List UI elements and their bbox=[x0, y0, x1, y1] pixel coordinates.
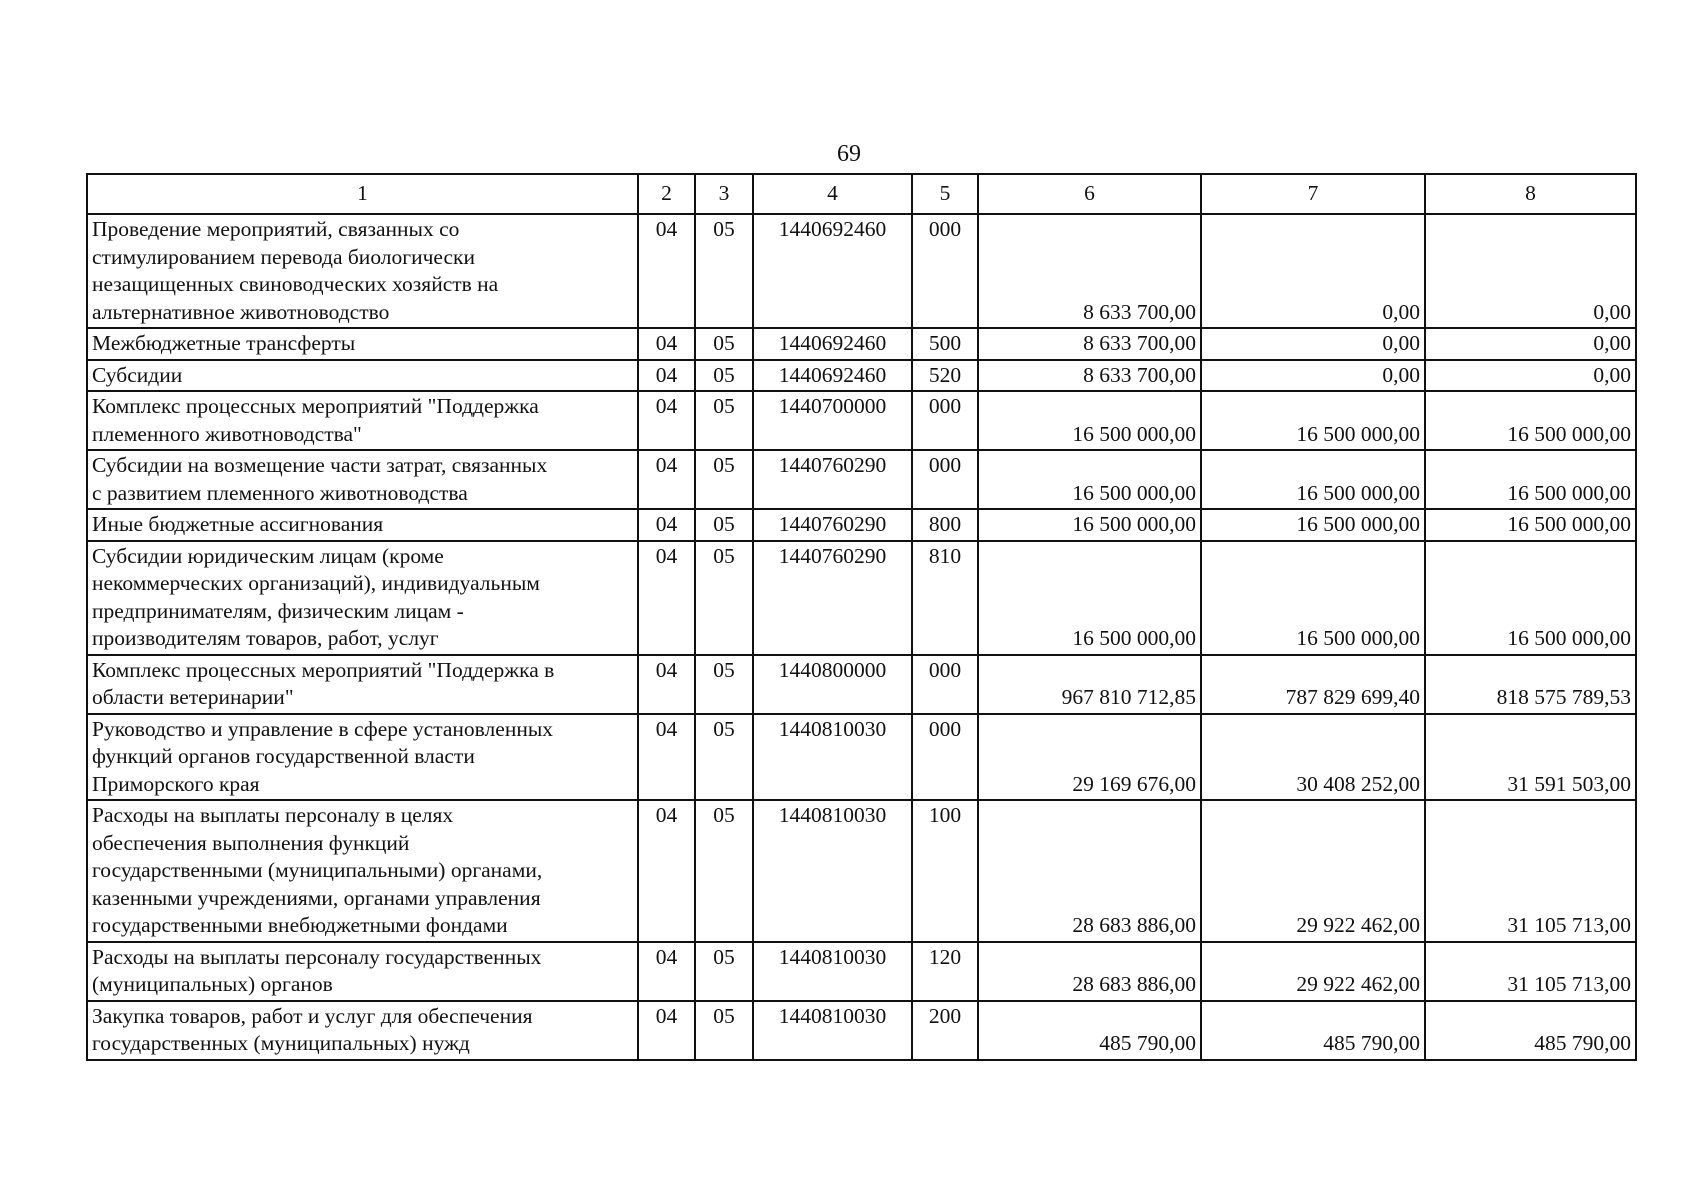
row-name-line: области ветеринарии" bbox=[92, 685, 294, 709]
subsection-code-cell: 05 bbox=[695, 1001, 753, 1060]
target-article-cell: 1440692460 bbox=[753, 214, 912, 328]
amount-cell: 31 105 713,00 bbox=[1425, 800, 1636, 942]
subsection-code-cell: 05 bbox=[695, 328, 753, 360]
table-row bbox=[87, 800, 1636, 942]
row-name-line: Расходы на выплаты персоналу в целях bbox=[92, 803, 454, 827]
amount-cell: 0,00 bbox=[1425, 328, 1636, 360]
amount-cell: 0,00 bbox=[1425, 214, 1636, 328]
page-number: 69 bbox=[837, 141, 861, 167]
section-code-cell: 04 bbox=[638, 391, 695, 450]
budget-table bbox=[86, 173, 1637, 1061]
header-cell: 6 bbox=[978, 174, 1201, 214]
amount-cell: 485 790,00 bbox=[978, 1001, 1201, 1060]
expense-type-cell: 000 bbox=[912, 714, 978, 801]
header-cell: 7 bbox=[1201, 174, 1425, 214]
subsection-code-cell: 05 bbox=[695, 714, 753, 801]
row-name-line: Межбюджетные трансферты bbox=[92, 331, 356, 355]
table-row bbox=[87, 450, 1636, 509]
row-name-line: Закупка товаров, работ и услуг для обеспечения bbox=[92, 1003, 533, 1028]
amount-cell: 28 683 886,00 bbox=[978, 942, 1201, 1001]
expense-type-cell: 810 bbox=[912, 541, 978, 655]
row-name-cell bbox=[87, 942, 638, 1001]
expense-type-cell: 000 bbox=[912, 655, 978, 714]
amount-cell: 0,00 bbox=[1201, 214, 1425, 328]
row-name-cell bbox=[87, 541, 638, 655]
amount-cell: 29 169 676,00 bbox=[978, 714, 1201, 801]
row-name-line: Субсидии bbox=[92, 362, 183, 387]
amount-cell: 16 500 000,00 bbox=[978, 509, 1201, 541]
table-row bbox=[87, 509, 1636, 541]
section-code-cell: 04 bbox=[638, 800, 695, 942]
amount-cell: 16 500 000,00 bbox=[1201, 450, 1425, 509]
section-code-cell: 04 bbox=[638, 509, 695, 541]
target-article-cell: 1440760290 bbox=[753, 450, 912, 509]
subsection-code-cell: 05 bbox=[695, 391, 753, 450]
amount-cell: 16 500 000,00 bbox=[1425, 391, 1636, 450]
row-name-line: Комплекс процессных мероприятий "Поддержка bbox=[92, 394, 539, 418]
table-row bbox=[87, 360, 1636, 392]
subsection-code-cell: 05 bbox=[695, 214, 753, 328]
table-row bbox=[87, 1001, 1636, 1060]
amount-cell: 8 633 700,00 bbox=[978, 360, 1201, 392]
section-code-cell: 04 bbox=[638, 655, 695, 714]
header-cell: 4 bbox=[753, 174, 912, 214]
target-article-cell: 1440810030 bbox=[753, 800, 912, 942]
expense-type-cell: 500 bbox=[912, 328, 978, 360]
table-row bbox=[87, 391, 1636, 450]
subsection-code-cell: 05 bbox=[695, 655, 753, 714]
table-row bbox=[87, 541, 1636, 655]
section-code-cell: 04 bbox=[638, 328, 695, 360]
amount-cell: 16 500 000,00 bbox=[978, 541, 1201, 655]
target-article-cell: 1440692460 bbox=[753, 328, 912, 360]
subsection-code-cell: 05 bbox=[695, 541, 753, 655]
amount-cell: 16 500 000,00 bbox=[1425, 450, 1636, 509]
row-name-line: государственными внебюджетными фондами bbox=[92, 913, 508, 937]
row-name-line: функций органов государственной власти bbox=[92, 744, 475, 768]
target-article-cell: 1440800000 bbox=[753, 655, 912, 714]
row-name-line: племенного животноводства" bbox=[92, 421, 362, 446]
row-name-cell bbox=[87, 391, 638, 450]
table-row bbox=[87, 714, 1636, 801]
table-row bbox=[87, 214, 1636, 328]
target-article-cell: 1440700000 bbox=[753, 391, 912, 450]
row-name-cell bbox=[87, 360, 638, 392]
subsection-code-cell: 05 bbox=[695, 800, 753, 942]
row-name-line: Руководство и управление в сфере установленных bbox=[92, 716, 554, 741]
target-article-cell: 1440810030 bbox=[753, 1001, 912, 1060]
row-name-line: Субсидии юридическим лицам (кроме bbox=[92, 543, 444, 568]
header-cell: 3 bbox=[695, 174, 753, 214]
header-cell: 2 bbox=[638, 174, 695, 214]
row-name-cell bbox=[87, 450, 638, 509]
row-name-line: альтернативное животноводство bbox=[92, 299, 390, 324]
row-name-line: Субсидии на возмещение части затрат, связанных bbox=[92, 453, 548, 477]
row-name-cell bbox=[87, 214, 638, 328]
expense-type-cell: 100 bbox=[912, 800, 978, 942]
amount-cell: 16 500 000,00 bbox=[1201, 509, 1425, 541]
amount-cell: 31 591 503,00 bbox=[1425, 714, 1636, 801]
row-name-cell bbox=[87, 1001, 638, 1060]
row-name-line: Иные бюджетные ассигнования bbox=[92, 512, 384, 536]
row-name-line: государственными (муниципальными) органами, bbox=[92, 858, 543, 882]
row-name-line: казенными учреждениями, органами управления bbox=[92, 885, 541, 910]
row-name-line: Приморского края bbox=[92, 771, 260, 796]
subsection-code-cell: 05 bbox=[695, 450, 753, 509]
amount-cell: 30 408 252,00 bbox=[1201, 714, 1425, 801]
amount-cell: 16 500 000,00 bbox=[1201, 391, 1425, 450]
target-article-cell: 1440760290 bbox=[753, 509, 912, 541]
section-code-cell: 04 bbox=[638, 942, 695, 1001]
expense-type-cell: 120 bbox=[912, 942, 978, 1001]
row-name-cell bbox=[87, 328, 638, 360]
amount-cell: 967 810 712,85 bbox=[978, 655, 1201, 714]
target-article-cell: 1440810030 bbox=[753, 942, 912, 1001]
row-name-line: государственных (муниципальных) нужд bbox=[92, 1031, 470, 1055]
expense-type-cell: 520 bbox=[912, 360, 978, 392]
amount-cell: 787 829 699,40 bbox=[1201, 655, 1425, 714]
amount-cell: 16 500 000,00 bbox=[978, 450, 1201, 509]
section-code-cell: 04 bbox=[638, 714, 695, 801]
amount-cell: 8 633 700,00 bbox=[978, 328, 1201, 360]
amount-cell: 28 683 886,00 bbox=[978, 800, 1201, 942]
row-name-line: обеспечения выполнения функций bbox=[92, 830, 410, 855]
table-row bbox=[87, 942, 1636, 1001]
amount-cell: 0,00 bbox=[1201, 328, 1425, 360]
target-article-cell: 1440810030 bbox=[753, 714, 912, 801]
subsection-code-cell: 05 bbox=[695, 360, 753, 392]
row-name-cell bbox=[87, 655, 638, 714]
section-code-cell: 04 bbox=[638, 1001, 695, 1060]
subsection-code-cell: 05 bbox=[695, 942, 753, 1001]
row-name-cell bbox=[87, 714, 638, 801]
section-code-cell: 04 bbox=[638, 214, 695, 328]
row-name-line: производителям товаров, работ, услуг bbox=[92, 626, 439, 650]
amount-cell: 16 500 000,00 bbox=[1425, 509, 1636, 541]
row-name-line: с развитием племенного животноводства bbox=[92, 480, 468, 505]
target-article-cell: 1440692460 bbox=[753, 360, 912, 392]
amount-cell: 29 922 462,00 bbox=[1201, 942, 1425, 1001]
amount-cell: 0,00 bbox=[1201, 360, 1425, 392]
amount-cell: 0,00 bbox=[1425, 360, 1636, 392]
amount-cell: 29 922 462,00 bbox=[1201, 800, 1425, 942]
row-name-line: (муниципальных) органов bbox=[92, 972, 333, 996]
amount-cell: 8 633 700,00 bbox=[978, 214, 1201, 328]
amount-cell: 485 790,00 bbox=[1425, 1001, 1636, 1060]
row-name-cell bbox=[87, 800, 638, 942]
expense-type-cell: 000 bbox=[912, 214, 978, 328]
header-cell: 5 bbox=[912, 174, 978, 214]
row-name-cell bbox=[87, 509, 638, 541]
amount-cell: 16 500 000,00 bbox=[978, 391, 1201, 450]
expense-type-cell: 200 bbox=[912, 1001, 978, 1060]
section-code-cell: 04 bbox=[638, 541, 695, 655]
subsection-code-cell: 05 bbox=[695, 509, 753, 541]
amount-cell: 485 790,00 bbox=[1201, 1001, 1425, 1060]
row-name-line: предпринимателям, физическим лицам - bbox=[92, 598, 464, 623]
row-name-line: Проведение мероприятий, связанных со bbox=[92, 217, 460, 241]
row-name-line: незащищенных свиноводческих хозяйств на bbox=[92, 272, 499, 296]
expense-type-cell: 000 bbox=[912, 391, 978, 450]
expense-type-cell: 000 bbox=[912, 450, 978, 509]
row-name-line: некоммерческих организаций), индивидуальным bbox=[92, 571, 540, 595]
header-row bbox=[87, 174, 1636, 214]
section-code-cell: 04 bbox=[638, 450, 695, 509]
header-cell: 1 bbox=[87, 174, 638, 214]
table-row bbox=[87, 328, 1636, 360]
header-cell: 8 bbox=[1425, 174, 1636, 214]
amount-cell: 31 105 713,00 bbox=[1425, 942, 1636, 1001]
row-name-line: Расходы на выплаты персоналу государственных bbox=[92, 944, 542, 969]
expense-type-cell: 800 bbox=[912, 509, 978, 541]
amount-cell: 16 500 000,00 bbox=[1201, 541, 1425, 655]
table-row bbox=[87, 655, 1636, 714]
section-code-cell: 04 bbox=[638, 360, 695, 392]
row-name-line: стимулированием перевода биологически bbox=[92, 244, 475, 269]
amount-cell: 818 575 789,53 bbox=[1425, 655, 1636, 714]
target-article-cell: 1440760290 bbox=[753, 541, 912, 655]
amount-cell: 16 500 000,00 bbox=[1425, 541, 1636, 655]
row-name-line: Комплекс процессных мероприятий "Поддержка в bbox=[92, 657, 555, 682]
